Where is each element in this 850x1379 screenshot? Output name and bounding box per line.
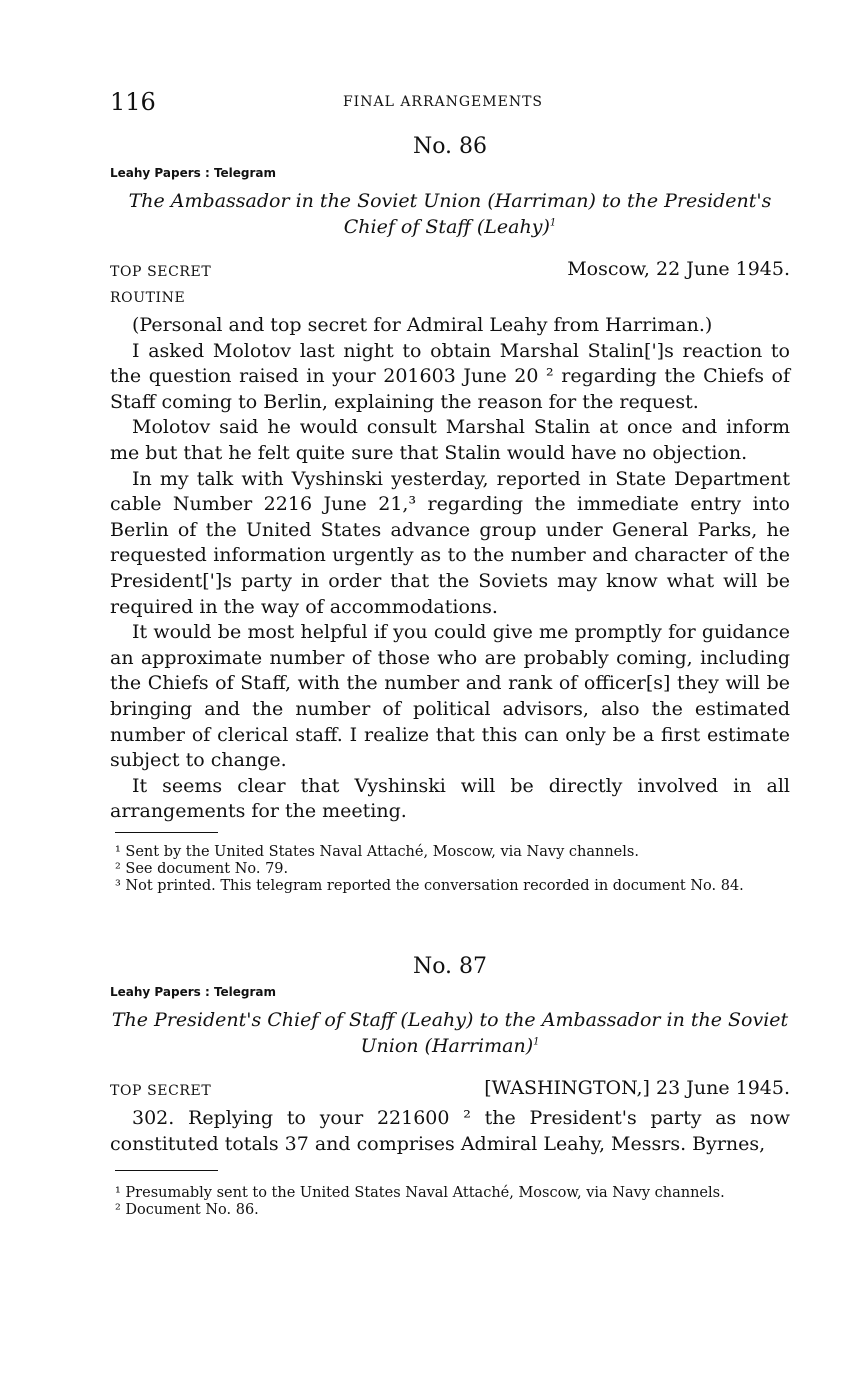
document-86-paragraph: It would be most helpful if you could give me promptly for guidance an approximate number of those who are probably coming, including the Chiefs of Staff, with the number and rank of officer[s] they will be bringing and the number of political advisors, also the estimated number of clerical staff. I realize that this can only be a first estimate subject to change. bbox=[110, 621, 790, 772]
document-86-precedence: ROUTINE bbox=[110, 290, 186, 306]
document-86-heading-line2: Chief of Staff (Leahy) bbox=[343, 216, 550, 238]
footnote: ¹ Sent by the United States Naval Attaché, Moscow, via Navy channels. bbox=[115, 844, 639, 860]
document-87-heading-line1: The President's Chief of Staff (Leahy) to the Ambassador in the Soviet bbox=[111, 1009, 789, 1031]
document-86-dateline: Moscow, 22 June 1945. bbox=[567, 258, 790, 280]
document-87-classification: TOP SECRET bbox=[110, 1083, 212, 1099]
footnote: ² Document No. 86. bbox=[115, 1202, 259, 1218]
document-86-paragraph: It seems clear that Vyshinski will be directly involved in all arrangements for the meeting. bbox=[110, 774, 790, 823]
document-86-paragraph: I asked Molotov last night to obtain Marshal Stalin[']s reaction to the question raised in your 201603 June 20 ² regarding the Chiefs of Staff coming to Berlin, explaining the reason for the request. bbox=[110, 339, 790, 413]
document-86-paragraph: In my talk with Vyshinski yesterday, reported in State Department cable Number 2216 June 21,³ regarding the immediate entry into Berlin of the United States advance group under General Parks, he requested information urgently as to the number and character of the President[']s party in order that the Soviets may know what will be required in the way of accommodations. bbox=[110, 467, 790, 618]
document-87-number: No. 87 bbox=[412, 954, 488, 979]
document-86-number: No. 86 bbox=[412, 134, 488, 159]
document-87-paragraph: 302. Replying to your 221600 ² the President's party as now constituted totals 37 and comprises Admiral Leahy, Messrs. Byrnes, bbox=[110, 1107, 790, 1155]
document-86-paragraph: Molotov said he would consult Marshal Stalin at once and inform me but that he felt quite sure that Stalin would have no objection. bbox=[110, 416, 790, 464]
document-87-heading-note: 1 bbox=[533, 1036, 540, 1048]
document-87-heading-line2: Union (Harriman) bbox=[360, 1035, 534, 1057]
footnote-divider bbox=[115, 832, 218, 833]
document-86-heading bbox=[110, 188, 790, 240]
document-87-dateline: [WASHINGTON,] 23 June 1945. bbox=[484, 1077, 790, 1099]
running-title: FINAL ARRANGEMENTS bbox=[342, 94, 544, 110]
footnote: ³ Not printed. This telegram reported the conversation recorded in document No. 84. bbox=[115, 878, 744, 894]
document-87-footnotes bbox=[115, 1185, 791, 1219]
document-86-classification: TOP SECRET bbox=[110, 264, 212, 280]
document-86-paragraph: (Personal and top secret for Admiral Leahy from Harriman.) bbox=[132, 314, 713, 336]
document-87-body bbox=[110, 1106, 790, 1157]
footnote: ¹ Presumably sent to the United States Naval Attaché, Moscow, via Navy channels. bbox=[115, 1185, 725, 1201]
footnote-divider bbox=[115, 1170, 218, 1171]
document-86-source: Leahy Papers : Telegram bbox=[110, 166, 277, 180]
document-86-heading-line1: The Ambassador in the Soviet Union (Harriman) to the President's bbox=[128, 190, 772, 212]
document-86-body bbox=[110, 313, 790, 825]
footnote: ² See document No. 79. bbox=[115, 861, 289, 877]
page-number: 116 bbox=[110, 88, 156, 116]
document-87-heading bbox=[110, 1007, 790, 1059]
document-87-source: Leahy Papers : Telegram bbox=[110, 985, 277, 999]
document-86-heading-note: 1 bbox=[549, 217, 557, 229]
document-86-footnotes bbox=[115, 844, 791, 895]
